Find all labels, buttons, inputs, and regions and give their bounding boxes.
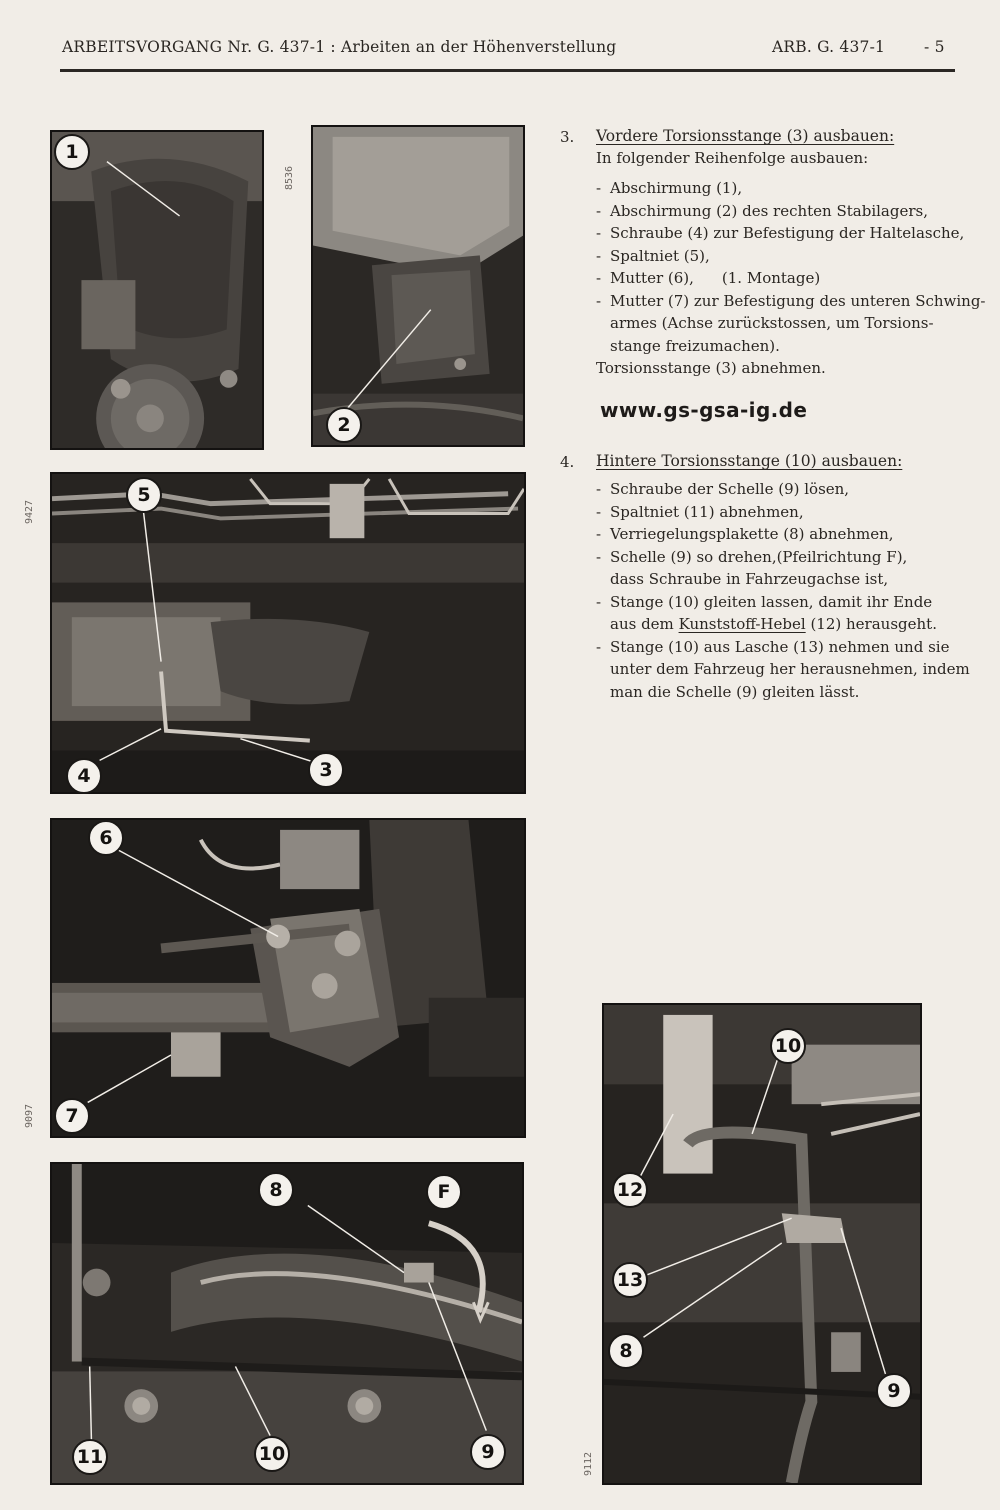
callout-10-rear: 10	[770, 1028, 806, 1064]
callout-6: 6	[88, 820, 124, 856]
figure-number-1: 8536	[284, 165, 295, 190]
step-4-3: - Verriegelungsplakette (8) abnehmen,	[596, 523, 970, 546]
section-3-title: Vordere Torsionsstange (3) ausbauen:	[596, 127, 895, 145]
callout-9: 9	[470, 1434, 506, 1470]
step-3-6b: armes (Achse zurückstossen, um Torsions-	[610, 314, 934, 332]
callout-2: 2	[326, 407, 362, 443]
callout-7: 7	[54, 1098, 90, 1134]
step-3-4: - Spaltniet (5),	[596, 245, 986, 268]
callout-12: 12	[612, 1172, 648, 1208]
step-4-1: - Schraube der Schelle (9) lösen,	[596, 478, 970, 501]
photo-front-torsion-bar	[50, 472, 526, 794]
step-4-6: - Stange (10) gleiten lassen, damit ihr Ende	[596, 591, 970, 614]
figure-number-3: 9097	[24, 1103, 35, 1128]
section-3-steps	[596, 177, 986, 357]
montage-note: (1. Montage)	[721, 269, 821, 287]
photo-stabilizer-shield	[311, 125, 525, 447]
header-rule	[60, 69, 955, 72]
section-4-steps	[596, 478, 970, 703]
header-code: ARB. G. 437-1	[772, 38, 886, 56]
section-3-outro: Torsionsstange (3) abnehmen.	[596, 359, 826, 377]
step-3-5	[596, 267, 986, 290]
step-4-2: - Spaltniet (11) abnehmen,	[596, 501, 970, 524]
plastic-lever-term: Kunststoff-Hebel	[678, 615, 806, 633]
website-url[interactable]: www.gs-gsa-ig.de	[600, 398, 808, 422]
step-4-7	[596, 613, 970, 636]
step-4-9: unter dem Fahrzeug her herausnehmen, indem	[610, 660, 970, 678]
section-3-number: 3.	[560, 128, 575, 146]
header-title: ARBEITSVORGANG Nr. G. 437-1 : Arbeiten an der Höhenverstellung	[62, 38, 617, 56]
photo-rear-clamp	[50, 1162, 524, 1485]
callout-8-rear: 8	[608, 1333, 644, 1369]
callout-5: 5	[126, 477, 162, 513]
step-3-3: - Schraube (4) zur Befestigung der Haltelasche,	[596, 222, 986, 245]
step-3-6c: stange freizumachen).	[610, 336, 780, 355]
step-4-7a: aus dem	[610, 615, 674, 633]
step-4-5: dass Schraube in Fahrzeugachse ist,	[610, 570, 889, 588]
step-4-7b: (12) herausgeht.	[810, 615, 937, 633]
figure-number-4: 9112	[583, 1451, 594, 1476]
callout-1: 1	[54, 134, 90, 170]
step-4-4: - Schelle (9) so drehen,(Pfeilrichtung F),	[596, 546, 970, 569]
callout-13: 13	[612, 1262, 648, 1298]
callout-3: 3	[308, 752, 344, 788]
photo-front-shield	[50, 130, 264, 450]
step-3-6: - Mutter (7) zur Befestigung des unteren Schwing-	[596, 290, 986, 313]
page-number: - 5	[924, 38, 945, 56]
section-3-intro: In folgender Reihenfolge ausbauen:	[596, 149, 869, 167]
step-4-10: man die Schelle (9) gleiten lässt.	[610, 682, 860, 701]
photo-swing-arm-nuts	[50, 818, 526, 1138]
callout-11: 11	[72, 1439, 108, 1475]
step-3-1: - Abschirmung (1),	[596, 177, 986, 200]
callout-9-rear: 9	[876, 1373, 912, 1409]
callout-4: 4	[66, 758, 102, 794]
step-4-8: - Stange (10) aus Lasche (13) nehmen und sie	[596, 636, 970, 659]
photo-rear-torsion-bar	[602, 1003, 922, 1485]
section-4-title: Hintere Torsionsstange (10) ausbauen:	[596, 452, 903, 470]
step-3-2: - Abschirmung (2) des rechten Stabilagers,	[596, 200, 986, 223]
callout-8: 8	[258, 1172, 294, 1208]
callout-10: 10	[254, 1436, 290, 1472]
section-4-number: 4.	[560, 453, 575, 471]
figure-number-2: 9427	[24, 499, 35, 524]
step-3-5-text: Mutter (6),	[610, 269, 694, 287]
callout-F: F	[426, 1174, 462, 1210]
